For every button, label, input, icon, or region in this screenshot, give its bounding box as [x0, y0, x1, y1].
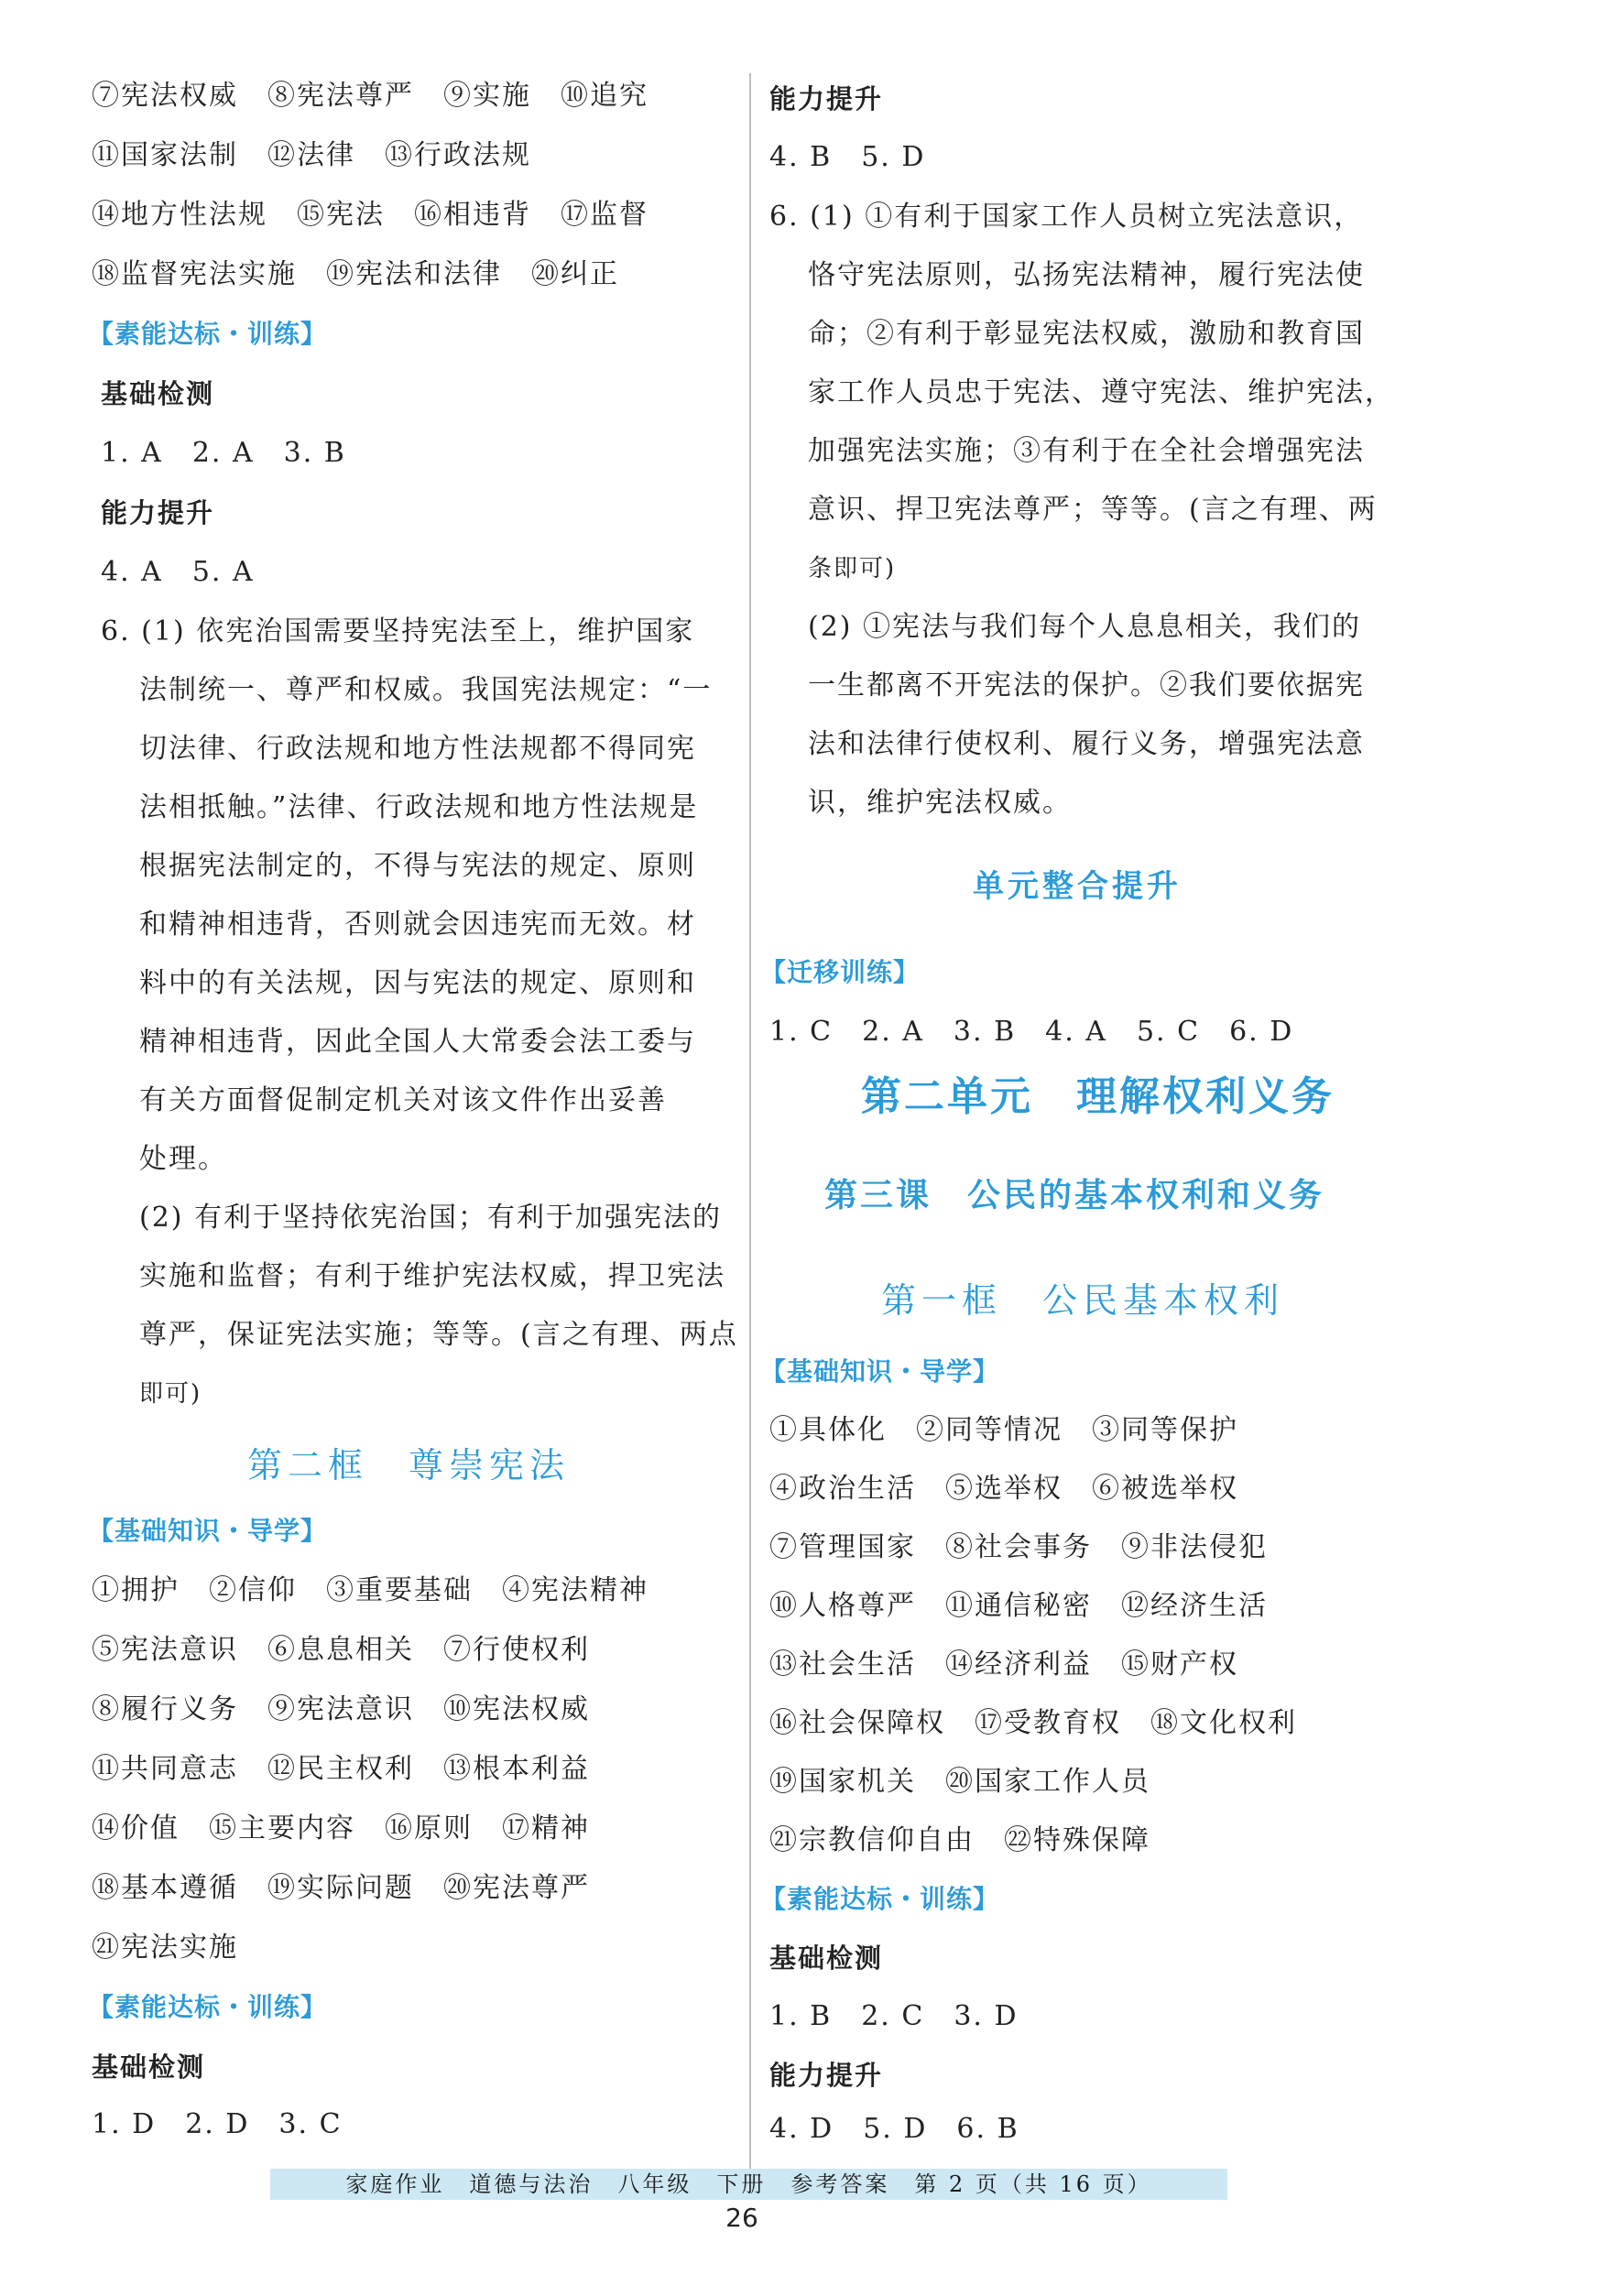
answer-paragraph: 法和法律行使权利、履行义务，增强宪法意	[808, 728, 1365, 760]
answer-line: ⑭地方性法规 ⑮宪法 ⑯相违背 ⑰监督	[92, 199, 648, 231]
subheading: 能力提升	[101, 497, 215, 528]
answer-paragraph: (2) ①宪法与我们每个人息息相关，我们的	[808, 611, 1362, 643]
answer-paragraph: 法制统一、尊严和权威。我国宪法规定：“一	[139, 674, 713, 706]
section-tag: 【基础知识・导学】	[88, 1516, 328, 1546]
answer-line: ⑯社会保障权 ⑰受教育权 ⑱文化权利	[769, 1707, 1297, 1739]
subheading: 基础检测	[769, 1942, 884, 1974]
answer-paragraph: 家工作人员忠于宪法、遵守宪法、维护宪法，	[808, 376, 1394, 408]
answer-line: ⑦宪法权威 ⑧宪法尊严 ⑨实施 ⑩追究	[92, 80, 648, 112]
page-number: 26	[725, 2203, 758, 2233]
answer-line: 1. A 2. A 3. B	[101, 437, 346, 469]
frame-title: 第二框 尊崇宪法	[247, 1445, 571, 1485]
lesson-title: 第三课 公民的基本权利和义务	[824, 1177, 1325, 1214]
answer-paragraph: 意识、捍卫宪法尊严；等等。(言之有理、两	[808, 494, 1378, 526]
answer-paragraph: 6. (1) 依宪治国需要坚持宪法至上，维护国家	[101, 615, 695, 647]
answer-line: ⑱基本遵循 ⑲实际问题 ⑳宪法尊严	[92, 1872, 590, 1904]
answer-line: ㉑宪法实施	[92, 1931, 238, 1964]
answer-paragraph: 识，维护宪法权威。	[808, 787, 1072, 819]
answer-line: ⑦管理国家 ⑧社会事务 ⑨非法侵犯	[769, 1531, 1268, 1563]
answer-paragraph: 即可)	[139, 1380, 202, 1408]
subheading: 基础检测	[92, 2051, 206, 2083]
answer-paragraph: 切法律、行政法规和地方性法规都不得同宪	[139, 733, 696, 765]
answer-paragraph: 有关方面督促制定机关对该文件作出妥善	[139, 1084, 667, 1116]
answer-line: 1. D 2. D 3. C	[92, 2108, 343, 2140]
answer-line: ⑧履行义务 ⑨宪法意识 ⑩宪法权威	[92, 1693, 590, 1725]
answer-paragraph: 加强宪法实施；③有利于在全社会增强宪法	[808, 435, 1365, 467]
answer-line: ⑤宪法意识 ⑥息息相关 ⑦行使权利	[92, 1634, 590, 1666]
section-tag: 【素能达标・训练】	[760, 1884, 1000, 1914]
answer-line: ⑭价值 ⑮主要内容 ⑯原则 ⑰精神	[92, 1812, 590, 1844]
answer-paragraph: (2) 有利于坚持依宪治国；有利于加强宪法的	[139, 1202, 723, 1234]
footer-band: 家庭作业 道德与法治 八年级 下册 参考答案 第 2 页（共 16 页）	[270, 2169, 1227, 2200]
section-tag: 【素能达标・训练】	[88, 1992, 328, 2022]
answer-paragraph: 命；②有利于彰显宪法权威，激励和教育国	[808, 318, 1365, 350]
section-tag: 【素能达标・训练】	[88, 319, 328, 349]
answer-paragraph: 根据宪法制定的，不得与宪法的规定、原则	[139, 850, 696, 882]
subheading: 能力提升	[769, 2060, 884, 2091]
answer-paragraph: 法相抵触。”法律、行政法规和地方性法规是	[139, 791, 699, 823]
answer-paragraph: 精神相违背，因此全国人大常委会法工委与	[139, 1026, 696, 1058]
answer-line: ⑱监督宪法实施 ⑲宪法和法律 ⑳纠正	[92, 258, 619, 290]
answer-line: ①具体化 ②同等情况 ③同等保护	[769, 1414, 1238, 1446]
section-tag: 【基础知识・导学】	[760, 1356, 1000, 1387]
answer-line: ⑲国家机关 ⑳国家工作人员	[769, 1766, 1150, 1798]
answer-line: 1. C 2. A 3. B 4. A 5. C 6. D	[769, 1016, 1294, 1048]
column-divider	[749, 73, 751, 2171]
answer-paragraph: 和精神相违背，否则就会因违宪而无效。材	[139, 909, 696, 941]
answer-line: 4. D 5. D 6. B	[769, 2113, 1019, 2145]
answer-line: ①拥护 ②信仰 ③重要基础 ④宪法精神	[92, 1574, 648, 1606]
subheading: 基础检测	[101, 378, 215, 409]
answer-paragraph: 料中的有关法规，因与宪法的规定、原则和	[139, 967, 696, 999]
frame-title: 第一框 公民基本权利	[881, 1280, 1285, 1321]
answer-paragraph: 处理。	[139, 1143, 227, 1175]
answer-line: ⑬社会生活 ⑭经济利益 ⑮财产权	[769, 1649, 1238, 1681]
answer-line: ④政治生活 ⑤选举权 ⑥被选举权	[769, 1473, 1238, 1505]
answer-line: ⑪国家法制 ⑫法律 ⑬行政法规	[92, 139, 531, 171]
answer-paragraph: 恪守宪法原则，弘扬宪法精神，履行宪法使	[808, 259, 1365, 291]
answer-paragraph: 实施和监督；有利于维护宪法权威，捍卫宪法	[139, 1260, 725, 1292]
answer-paragraph: 6. (1) ①有利于国家工作人员树立宪法意识，	[769, 201, 1364, 233]
answer-line: 4. A 5. A	[101, 556, 255, 588]
answer-paragraph: 尊严，保证宪法实施；等等。(言之有理、两点	[139, 1319, 738, 1351]
answer-line: ⑪共同意志 ⑫民主权利 ⑬根本利益	[92, 1753, 590, 1785]
section-heading: 单元整合提升	[973, 868, 1182, 905]
answer-line: ㉑宗教信仰自由 ㉒特殊保障	[769, 1824, 1150, 1856]
answer-paragraph: 条即可)	[808, 555, 897, 582]
section-tag: 【迁移训练】	[760, 957, 921, 987]
answer-line: ⑩人格尊严 ⑪通信秘密 ⑫经济生活	[769, 1590, 1268, 1622]
answer-paragraph: 一生都离不开宪法的保护。②我们要依据宪	[808, 669, 1365, 702]
answer-line: 4. B 5. D	[769, 141, 926, 173]
answer-line: 1. B 2. C 3. D	[769, 2000, 1019, 2032]
subheading: 能力提升	[769, 83, 884, 114]
unit-title: 第二单元 理解权利义务	[861, 1073, 1335, 1120]
